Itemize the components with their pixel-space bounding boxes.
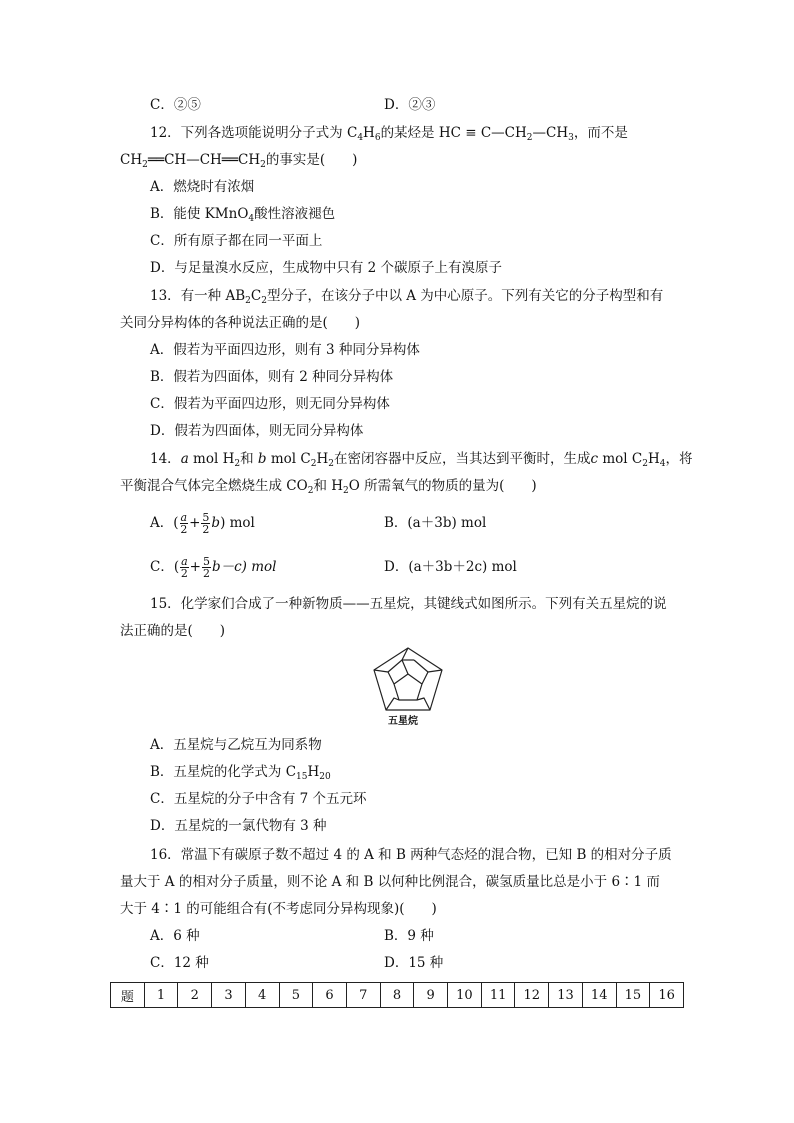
q14-stem-line1: 14．a mol $H_2$和 b mol $C_2H_2$在密闭容器中反应，当其达到平衡时，生成c mol $C_2H_4$，将 xyxy=(150,451,693,469)
answer-grid-cell: 4 xyxy=(245,983,279,1008)
q16-option-d: D．15 种 xyxy=(384,955,444,971)
fraction-5-over-2: $\frac{5}{2}$ xyxy=(202,555,210,580)
q12-option-d: D．与足量溴水反应，生成物中只有 2 个碳原子上有溴原子 xyxy=(150,260,502,276)
q14-option-a: A．( $\frac{a}{2}$ + $\frac{5}{2}$ b) mol xyxy=(150,511,255,536)
q12-stem-line1: 12．下列各选项能说明分子式为 $C_4H_6$的某烃是 HC ≡ $C—CH_2—CH_3$，而不是 xyxy=(150,125,628,143)
q16-option-c: C．12 种 xyxy=(150,955,209,971)
q11-option-d: D．②③ xyxy=(384,97,436,113)
q15-stem-line2: 法正确的是( ) xyxy=(120,623,226,639)
q16-stem-line2: 量大于 A 的相对分子质量，则不论 A 和 B 以何种比例混合，碳氢质量比总是小于 6∶1 而 xyxy=(120,874,660,890)
answer-grid-cell: 11 xyxy=(481,983,515,1008)
q13-option-b: B．假若为四面体，则有 2 种同分异构体 xyxy=(150,369,394,385)
q13-option-d: D．假若为四面体，则无同分异构体 xyxy=(150,423,364,439)
answer-grid-cell: 6 xyxy=(313,983,347,1008)
fraction-a-over-2: $\frac{a}{2}$ xyxy=(180,555,188,580)
answer-grid-cell: 8 xyxy=(380,983,414,1008)
q14-stem-line2: 平衡混合气体完全燃烧生成 $CO_2$和 $H_2O$ 所需氧气的物质的量为( ) xyxy=(120,478,537,496)
q15-option-a: A．五星烷与乙烷互为同系物 xyxy=(150,737,322,753)
answer-grid-cell: 5 xyxy=(279,983,313,1008)
answer-grid-cell: 3 xyxy=(212,983,246,1008)
answer-grid-header-row xyxy=(111,983,684,1008)
q15-option-d: D．五星烷的一氯代物有 3 种 xyxy=(150,818,327,834)
answer-grid-cell: 7 xyxy=(346,983,380,1008)
answer-grid-cell: 16 xyxy=(650,983,684,1008)
answer-grid-label: 题 xyxy=(111,983,145,1008)
q16-option-b: B．9 种 xyxy=(384,928,434,944)
answer-grid-cell: 9 xyxy=(414,983,448,1008)
fraction-5-over-2: $\frac{5}{2}$ xyxy=(202,511,210,536)
answer-grid xyxy=(110,982,684,1008)
diagram-caption: 五星烷 xyxy=(388,716,418,727)
q15-option-c: C．五星烷的分子中含有 7 个五元环 xyxy=(150,791,367,807)
q12-option-b: B．能使 KMnO$_4$酸性溶液褪色 xyxy=(150,206,336,224)
q14-option-c: C．( $\frac{a}{2}$ + $\frac{5}{2}$ b－c) mol xyxy=(150,555,277,580)
answer-grid-cell: 14 xyxy=(582,983,616,1008)
q14-option-b: B．(a＋3b) mol xyxy=(384,515,487,531)
q16-stem-line1: 16．常温下有碳原子数不超过 4 的 A 和 B 两种气态烃的混合物，已知 B 的相对分子质 xyxy=(150,847,672,863)
fraction-a-over-2: $\frac{a}{2}$ xyxy=(180,511,188,536)
answer-grid-cell: 10 xyxy=(448,983,482,1008)
q16-stem-line3: 大于 4∶1 的可能组合有(不考虑同分异构现象)( ) xyxy=(120,901,437,917)
q12-option-a: A．燃烧时有浓烟 xyxy=(150,179,255,195)
q13-stem-line2: 关同分异构体的各种说法正确的是( ) xyxy=(120,315,361,331)
q15-stem-line1: 15．化学家们合成了一种新物质——五星烷，其键线式如图所示。下列有关五星烷的说 xyxy=(150,596,667,612)
q16-option-a: A．6 种 xyxy=(150,928,200,944)
answer-grid-cell: 2 xyxy=(178,983,212,1008)
q12-stem-line2: $CH_2══CH—CH══CH_2$的事实是( ) xyxy=(120,152,358,170)
q13-stem-line1: 13．有一种 $AB_2C_2$型分子，在该分子中以 A 为中心原子。下列有关它的分子构型和有 xyxy=(150,288,664,306)
q15-option-b: B．五星烷的化学式为 $C_{15}H_{20}$ xyxy=(150,764,331,782)
answer-grid-cell: 12 xyxy=(515,983,549,1008)
q13-option-a: A．假若为平面四边形，则有 3 种同分异构体 xyxy=(150,342,420,358)
q12-option-c: C．所有原子都在同一平面上 xyxy=(150,233,323,249)
answer-grid-cell: 13 xyxy=(549,983,583,1008)
answer-grid-cell: 15 xyxy=(616,983,650,1008)
answer-grid-cell: 1 xyxy=(144,983,178,1008)
q11-option-c: C．②⑤ xyxy=(150,97,201,113)
q14-option-d: D．(a＋3b＋2c) mol xyxy=(384,559,517,575)
q13-option-c: C．假若为平面四边形，则无同分异构体 xyxy=(150,396,390,412)
